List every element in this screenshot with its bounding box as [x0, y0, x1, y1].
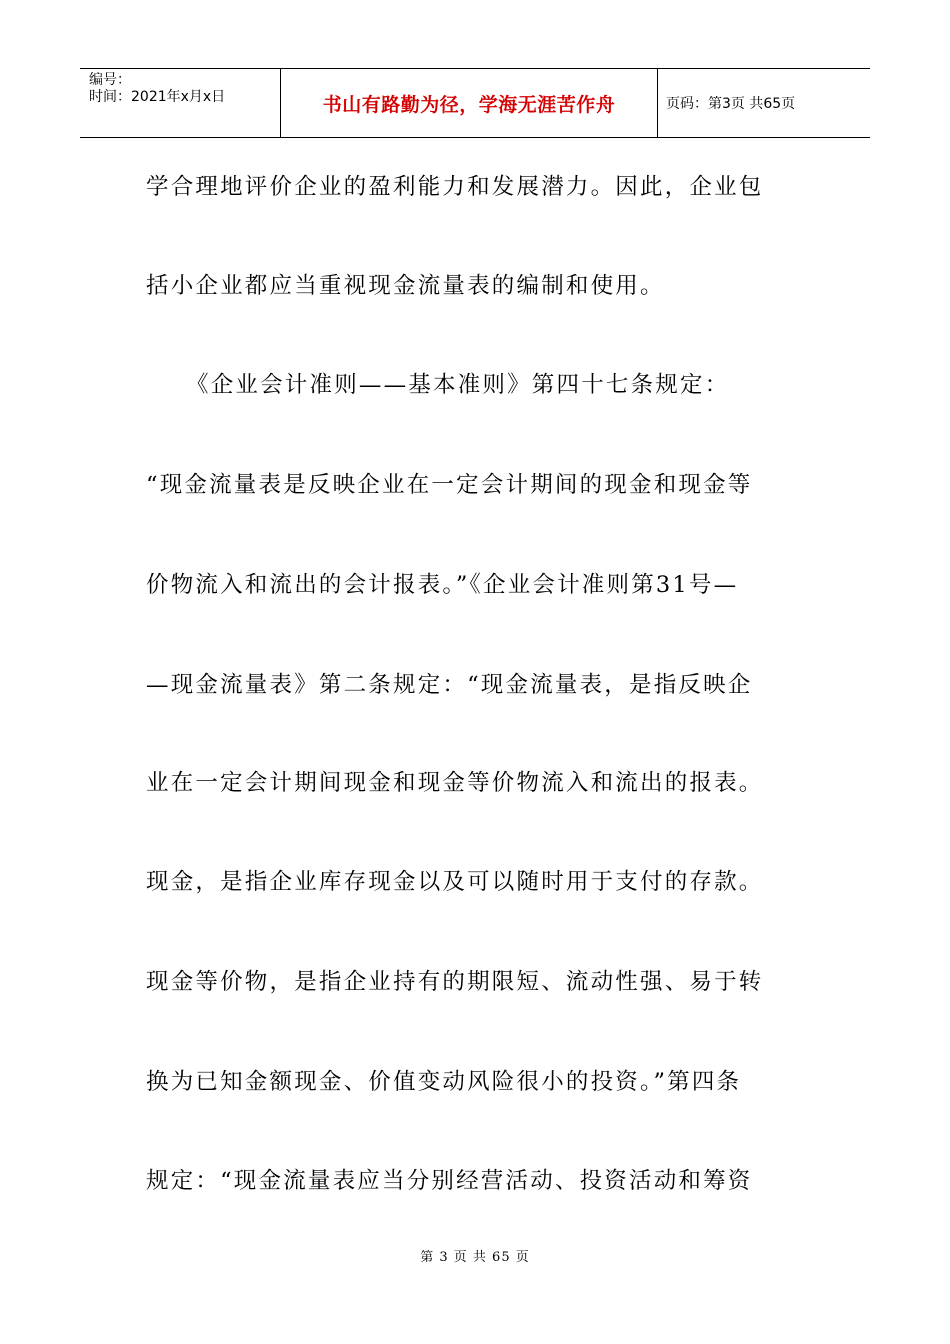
body-line: —现金流量表》第二条规定：“现金流量表，是指反映企	[146, 672, 753, 698]
body-line: 规定：“现金流量表应当分别经营活动、投资活动和筹资	[146, 1168, 753, 1194]
header-meta-cell	[80, 69, 281, 137]
serial-label: 编号：	[89, 72, 131, 88]
motto-text: 书山有路勤为径，学海无涯苦作舟	[322, 93, 616, 116]
body-line: 业在一定会计期间现金和现金等价物流入和流出的报表。	[146, 770, 764, 796]
header-page-cell	[658, 69, 870, 137]
header-motto-cell	[281, 69, 658, 137]
body-line: “现金流量表是反映企业在一定会计期间的现金和现金等	[146, 472, 753, 498]
body-line: 括小企业都应当重视现金流量表的编制和使用。	[146, 273, 665, 299]
body-line: 现金等价物，是指企业持有的期限短、流动性强、易于转	[146, 969, 764, 995]
document-header	[80, 68, 870, 138]
date-label: 时间：2021年x月x日	[89, 89, 226, 105]
body-line: 学合理地评价企业的盈利能力和发展潜力。因此，企业包	[146, 174, 764, 200]
body-line: 《企业会计准则——基本准则》第四十七条规定：	[186, 372, 730, 398]
page-info: 页码：第3页 共65页	[666, 96, 796, 112]
body-line: 价物流入和流出的会计报表。”《企业会计准则第31号—	[146, 572, 739, 598]
page-footer: 第 3 页 共 65 页	[420, 1250, 530, 1265]
body-line: 现金，是指企业库存现金以及可以随时用于支付的存款。	[146, 869, 764, 895]
body-line: 换为已知金额现金、价值变动风险很小的投资。”第四条	[146, 1069, 742, 1095]
